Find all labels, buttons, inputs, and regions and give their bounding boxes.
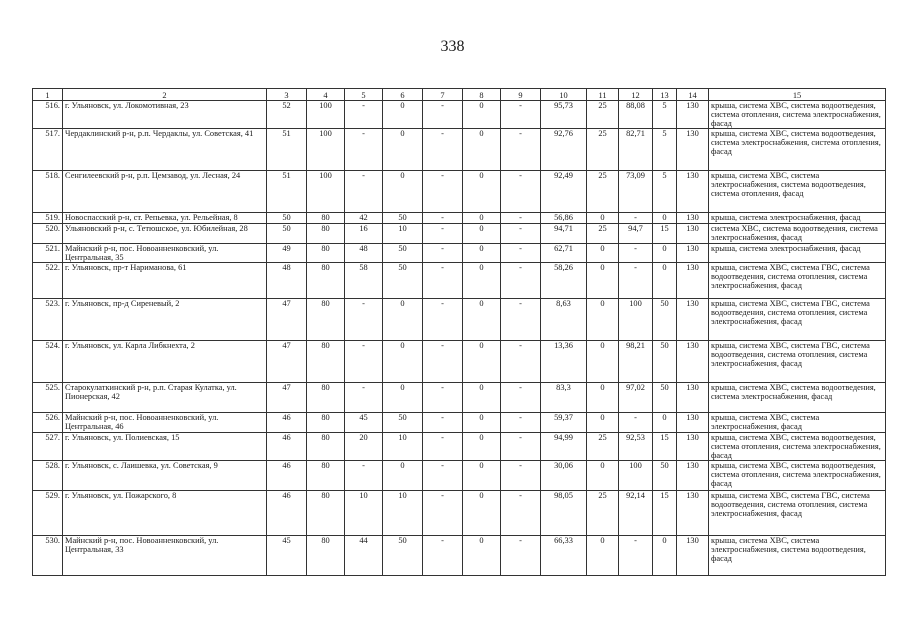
table-row <box>33 244 886 263</box>
address: Майнский р-н, пос. Новоанненковский, ул. Центральная, 33 <box>63 536 267 576</box>
cell-col14: 130 <box>677 433 709 461</box>
cell-col14: 130 <box>677 129 709 171</box>
cell-col11: 0 <box>587 341 619 383</box>
address: г. Ульяновск, ул. Локомотивная, 23 <box>63 101 267 129</box>
cell-col12: 94,7 <box>619 224 653 244</box>
cell-col9: - <box>501 299 541 341</box>
cell-col11: 0 <box>587 244 619 263</box>
cell-col14: 130 <box>677 263 709 299</box>
cell-col11: 0 <box>587 299 619 341</box>
column-header: 8 <box>463 89 501 101</box>
cell-col9: - <box>501 101 541 129</box>
column-header: 11 <box>587 89 619 101</box>
cell-col10: 92,49 <box>541 171 587 213</box>
cell-col3: 50 <box>267 224 307 244</box>
address: г. Ульяновск, пр-д Сиреневый, 2 <box>63 299 267 341</box>
address: Старокулаткинский р-н, р.п. Старая Кулатка, ул. Пионерская, 42 <box>63 383 267 413</box>
cell-col11: 0 <box>587 461 619 491</box>
cell-col12: - <box>619 536 653 576</box>
row-number: 525. <box>33 383 63 413</box>
cell-col12: 92,14 <box>619 491 653 536</box>
work-types: крыша, система ХВС, система водоотведения, система электроснабжения, система отопления, фасад <box>709 129 886 171</box>
cell-col9: - <box>501 244 541 263</box>
cell-col14: 130 <box>677 224 709 244</box>
work-types: крыша, система ХВС, система водоотведения, система электроснабжения, фасад <box>709 383 886 413</box>
cell-col13: 5 <box>653 101 677 129</box>
cell-col10: 56,86 <box>541 213 587 224</box>
cell-col6: 0 <box>383 299 423 341</box>
address: Майнский р-н, пос. Новоанненковский, ул. Центральная, 46 <box>63 413 267 433</box>
cell-col4: 80 <box>307 383 345 413</box>
cell-col6: 50 <box>383 213 423 224</box>
cell-col7: - <box>423 129 463 171</box>
cell-col13: 50 <box>653 299 677 341</box>
cell-col10: 94,99 <box>541 433 587 461</box>
row-number: 530. <box>33 536 63 576</box>
cell-col9: - <box>501 224 541 244</box>
cell-col6: 0 <box>383 129 423 171</box>
cell-col7: - <box>423 341 463 383</box>
table-row <box>33 101 886 129</box>
cell-col13: 0 <box>653 413 677 433</box>
address: г. Ульяновск, с. Лаишевка, ул. Советская, 9 <box>63 461 267 491</box>
cell-col11: 25 <box>587 129 619 171</box>
cell-col9: - <box>501 341 541 383</box>
cell-col4: 80 <box>307 341 345 383</box>
cell-col4: 100 <box>307 171 345 213</box>
cell-col3: 46 <box>267 491 307 536</box>
cell-col5: 48 <box>345 244 383 263</box>
table-row <box>33 383 886 413</box>
work-types: крыша, система ХВС, система ГВС, система водоотведения, система отопления, система электроснабжения, фасад <box>709 299 886 341</box>
cell-col5: 44 <box>345 536 383 576</box>
cell-col5: 20 <box>345 433 383 461</box>
cell-col3: 52 <box>267 101 307 129</box>
cell-col14: 130 <box>677 536 709 576</box>
cell-col13: 15 <box>653 433 677 461</box>
address: г. Ульяновск, ул. Карла Либкнехта, 2 <box>63 341 267 383</box>
cell-col5: - <box>345 129 383 171</box>
column-header: 2 <box>63 89 267 101</box>
address: Новоспасский р-н, ст. Репьевка, ул. Рельейная, 8 <box>63 213 267 224</box>
cell-col5: 45 <box>345 413 383 433</box>
cell-col7: - <box>423 536 463 576</box>
column-header: 7 <box>423 89 463 101</box>
cell-col4: 100 <box>307 129 345 171</box>
cell-col11: 0 <box>587 413 619 433</box>
cell-col7: - <box>423 263 463 299</box>
row-number: 529. <box>33 491 63 536</box>
cell-col7: - <box>423 244 463 263</box>
cell-col8: 0 <box>463 171 501 213</box>
cell-col10: 62,71 <box>541 244 587 263</box>
cell-col12: 82,71 <box>619 129 653 171</box>
row-number: 519. <box>33 213 63 224</box>
cell-col11: 25 <box>587 101 619 129</box>
cell-col14: 130 <box>677 244 709 263</box>
cell-col10: 58,26 <box>541 263 587 299</box>
table-row <box>33 171 886 213</box>
work-types: крыша, система электроснабжения, фасад <box>709 213 886 224</box>
cell-col12: 97,02 <box>619 383 653 413</box>
cell-col8: 0 <box>463 461 501 491</box>
cell-col12: 88,08 <box>619 101 653 129</box>
cell-col14: 130 <box>677 341 709 383</box>
cell-col8: 0 <box>463 433 501 461</box>
cell-col4: 80 <box>307 536 345 576</box>
cell-col7: - <box>423 491 463 536</box>
column-header: 14 <box>677 89 709 101</box>
address: Чердаклинский р-н, р.п. Чердаклы, ул. Советская, 41 <box>63 129 267 171</box>
work-types: крыша, система ХВС, система электроснабжения, система водоотведения, система отопления, фасад <box>709 171 886 213</box>
repair-schedule-table <box>32 88 886 576</box>
cell-col3: 45 <box>267 536 307 576</box>
cell-col3: 47 <box>267 383 307 413</box>
cell-col4: 80 <box>307 433 345 461</box>
cell-col6: 0 <box>383 171 423 213</box>
row-number: 524. <box>33 341 63 383</box>
cell-col14: 130 <box>677 299 709 341</box>
cell-col9: - <box>501 491 541 536</box>
cell-col4: 80 <box>307 263 345 299</box>
cell-col3: 46 <box>267 433 307 461</box>
column-header: 1 <box>33 89 63 101</box>
cell-col5: - <box>345 383 383 413</box>
address: Майнский р-н, пос. Новоанненковский, ул. Центральная, 35 <box>63 244 267 263</box>
cell-col7: - <box>423 101 463 129</box>
cell-col9: - <box>501 536 541 576</box>
row-number: 528. <box>33 461 63 491</box>
cell-col3: 48 <box>267 263 307 299</box>
row-number: 522. <box>33 263 63 299</box>
work-types: крыша, система ХВС, система водоотведения, система отопления, система электроснабжения, фасад <box>709 461 886 491</box>
work-types: крыша, система ХВС, система ГВС, система водоотведения, система отопления, система электроснабжения, фасад <box>709 341 886 383</box>
cell-col13: 0 <box>653 263 677 299</box>
cell-col4: 100 <box>307 101 345 129</box>
address: г. Ульяновск, ул. Пожарского, 8 <box>63 491 267 536</box>
cell-col10: 94,71 <box>541 224 587 244</box>
table-row <box>33 129 886 171</box>
cell-col9: - <box>501 433 541 461</box>
cell-col13: 5 <box>653 171 677 213</box>
cell-col12: - <box>619 263 653 299</box>
cell-col11: 0 <box>587 263 619 299</box>
row-number: 517. <box>33 129 63 171</box>
cell-col13: 15 <box>653 491 677 536</box>
cell-col13: 50 <box>653 341 677 383</box>
cell-col11: 25 <box>587 224 619 244</box>
cell-col4: 80 <box>307 213 345 224</box>
cell-col14: 130 <box>677 101 709 129</box>
cell-col3: 47 <box>267 299 307 341</box>
cell-col5: - <box>345 101 383 129</box>
cell-col5: 58 <box>345 263 383 299</box>
cell-col8: 0 <box>463 383 501 413</box>
cell-col6: 0 <box>383 461 423 491</box>
cell-col8: 0 <box>463 491 501 536</box>
cell-col8: 0 <box>463 413 501 433</box>
cell-col10: 59,37 <box>541 413 587 433</box>
row-number: 520. <box>33 224 63 244</box>
column-header: 6 <box>383 89 423 101</box>
cell-col4: 80 <box>307 224 345 244</box>
cell-col8: 0 <box>463 299 501 341</box>
work-types: система ХВС, система водоотведения, система электроснабжения, фасад <box>709 224 886 244</box>
cell-col7: - <box>423 213 463 224</box>
cell-col6: 50 <box>383 536 423 576</box>
cell-col14: 130 <box>677 383 709 413</box>
address: г. Ульяновск, ул. Полиевская, 15 <box>63 433 267 461</box>
cell-col3: 49 <box>267 244 307 263</box>
cell-col11: 25 <box>587 171 619 213</box>
table-row <box>33 224 886 244</box>
cell-col7: - <box>423 413 463 433</box>
column-header: 4 <box>307 89 345 101</box>
row-number: 521. <box>33 244 63 263</box>
cell-col4: 80 <box>307 299 345 341</box>
cell-col7: - <box>423 461 463 491</box>
cell-col5: 10 <box>345 491 383 536</box>
cell-col8: 0 <box>463 536 501 576</box>
cell-col13: 50 <box>653 461 677 491</box>
work-types: крыша, система ХВС, система водоотведения, система отопления, система электроснабжения, фасад <box>709 433 886 461</box>
cell-col3: 51 <box>267 129 307 171</box>
cell-col7: - <box>423 383 463 413</box>
cell-col10: 92,76 <box>541 129 587 171</box>
work-types: крыша, система электроснабжения, фасад <box>709 244 886 263</box>
cell-col5: - <box>345 171 383 213</box>
cell-col13: 5 <box>653 129 677 171</box>
cell-col6: 50 <box>383 263 423 299</box>
cell-col4: 80 <box>307 461 345 491</box>
cell-col8: 0 <box>463 213 501 224</box>
cell-col12: - <box>619 244 653 263</box>
cell-col10: 66,33 <box>541 536 587 576</box>
cell-col9: - <box>501 383 541 413</box>
cell-col14: 130 <box>677 413 709 433</box>
column-header: 13 <box>653 89 677 101</box>
table-row <box>33 213 886 224</box>
address: Ульяновский р-н, с. Тетюшское, ул. Юбилейная, 28 <box>63 224 267 244</box>
cell-col6: 10 <box>383 491 423 536</box>
cell-col8: 0 <box>463 341 501 383</box>
cell-col11: 0 <box>587 536 619 576</box>
cell-col9: - <box>501 129 541 171</box>
cell-col11: 25 <box>587 491 619 536</box>
cell-col5: - <box>345 299 383 341</box>
cell-col3: 50 <box>267 213 307 224</box>
table-row <box>33 461 886 491</box>
cell-col12: 73,09 <box>619 171 653 213</box>
column-header: 12 <box>619 89 653 101</box>
cell-col11: 25 <box>587 433 619 461</box>
cell-col12: 100 <box>619 461 653 491</box>
cell-col5: 42 <box>345 213 383 224</box>
cell-col12: 100 <box>619 299 653 341</box>
address: г. Ульяновск, пр-т Нариманова, 61 <box>63 263 267 299</box>
cell-col13: 0 <box>653 244 677 263</box>
cell-col4: 80 <box>307 413 345 433</box>
cell-col6: 50 <box>383 413 423 433</box>
cell-col9: - <box>501 213 541 224</box>
cell-col3: 47 <box>267 341 307 383</box>
row-number: 516. <box>33 101 63 129</box>
cell-col8: 0 <box>463 129 501 171</box>
cell-col9: - <box>501 263 541 299</box>
row-number: 518. <box>33 171 63 213</box>
cell-col11: 0 <box>587 383 619 413</box>
table-row <box>33 536 886 576</box>
cell-col12: - <box>619 213 653 224</box>
cell-col6: 10 <box>383 433 423 461</box>
column-header: 9 <box>501 89 541 101</box>
work-types: крыша, система ХВС, система электроснабжения, система водоотведения, фасад <box>709 536 886 576</box>
cell-col10: 83,3 <box>541 383 587 413</box>
cell-col8: 0 <box>463 101 501 129</box>
cell-col11: 0 <box>587 213 619 224</box>
cell-col4: 80 <box>307 244 345 263</box>
cell-col13: 50 <box>653 383 677 413</box>
cell-col9: - <box>501 171 541 213</box>
cell-col3: 51 <box>267 171 307 213</box>
address: Сенгилеевский р-н, р.п. Цемзавод, ул. Лесная, 24 <box>63 171 267 213</box>
cell-col6: 0 <box>383 341 423 383</box>
cell-col8: 0 <box>463 244 501 263</box>
cell-col13: 15 <box>653 224 677 244</box>
cell-col9: - <box>501 413 541 433</box>
cell-col10: 95,73 <box>541 101 587 129</box>
row-number: 527. <box>33 433 63 461</box>
cell-col12: 92,53 <box>619 433 653 461</box>
cell-col3: 46 <box>267 461 307 491</box>
row-number: 523. <box>33 299 63 341</box>
cell-col5: 16 <box>345 224 383 244</box>
cell-col3: 46 <box>267 413 307 433</box>
cell-col10: 13,36 <box>541 341 587 383</box>
column-header: 10 <box>541 89 587 101</box>
cell-col6: 0 <box>383 101 423 129</box>
cell-col10: 8,63 <box>541 299 587 341</box>
work-types: крыша, система ХВС, система ГВС, система водоотведения, система отопления, система электроснабжения, фасад <box>709 491 886 536</box>
table-row <box>33 433 886 461</box>
cell-col5: - <box>345 461 383 491</box>
table-row <box>33 341 886 383</box>
cell-col8: 0 <box>463 263 501 299</box>
cell-col14: 130 <box>677 491 709 536</box>
cell-col6: 10 <box>383 224 423 244</box>
cell-col9: - <box>501 461 541 491</box>
table-row <box>33 413 886 433</box>
cell-col7: - <box>423 224 463 244</box>
cell-col5: - <box>345 341 383 383</box>
column-header: 15 <box>709 89 886 101</box>
column-header: 3 <box>267 89 307 101</box>
cell-col7: - <box>423 433 463 461</box>
column-number-row <box>33 89 886 101</box>
column-header: 5 <box>345 89 383 101</box>
cell-col7: - <box>423 171 463 213</box>
work-types: крыша, система ХВС, система электроснабжения, фасад <box>709 413 886 433</box>
cell-col14: 130 <box>677 461 709 491</box>
cell-col10: 30,06 <box>541 461 587 491</box>
cell-col6: 0 <box>383 383 423 413</box>
cell-col13: 0 <box>653 213 677 224</box>
work-types: крыша, система ХВС, система ГВС, система водоотведения, система отопления, система электроснабжения, фасад <box>709 263 886 299</box>
cell-col14: 130 <box>677 213 709 224</box>
work-types: крыша, система ХВС, система водоотведения, система отопления, система электроснабжения, фасад <box>709 101 886 129</box>
cell-col13: 0 <box>653 536 677 576</box>
cell-col4: 80 <box>307 491 345 536</box>
cell-col12: 98,21 <box>619 341 653 383</box>
cell-col14: 130 <box>677 171 709 213</box>
cell-col8: 0 <box>463 224 501 244</box>
cell-col12: - <box>619 413 653 433</box>
table-row <box>33 263 886 299</box>
row-number: 526. <box>33 413 63 433</box>
cell-col6: 50 <box>383 244 423 263</box>
table-row <box>33 491 886 536</box>
cell-col10: 98,05 <box>541 491 587 536</box>
cell-col7: - <box>423 299 463 341</box>
table-row <box>33 299 886 341</box>
page-number: 338 <box>440 38 465 55</box>
